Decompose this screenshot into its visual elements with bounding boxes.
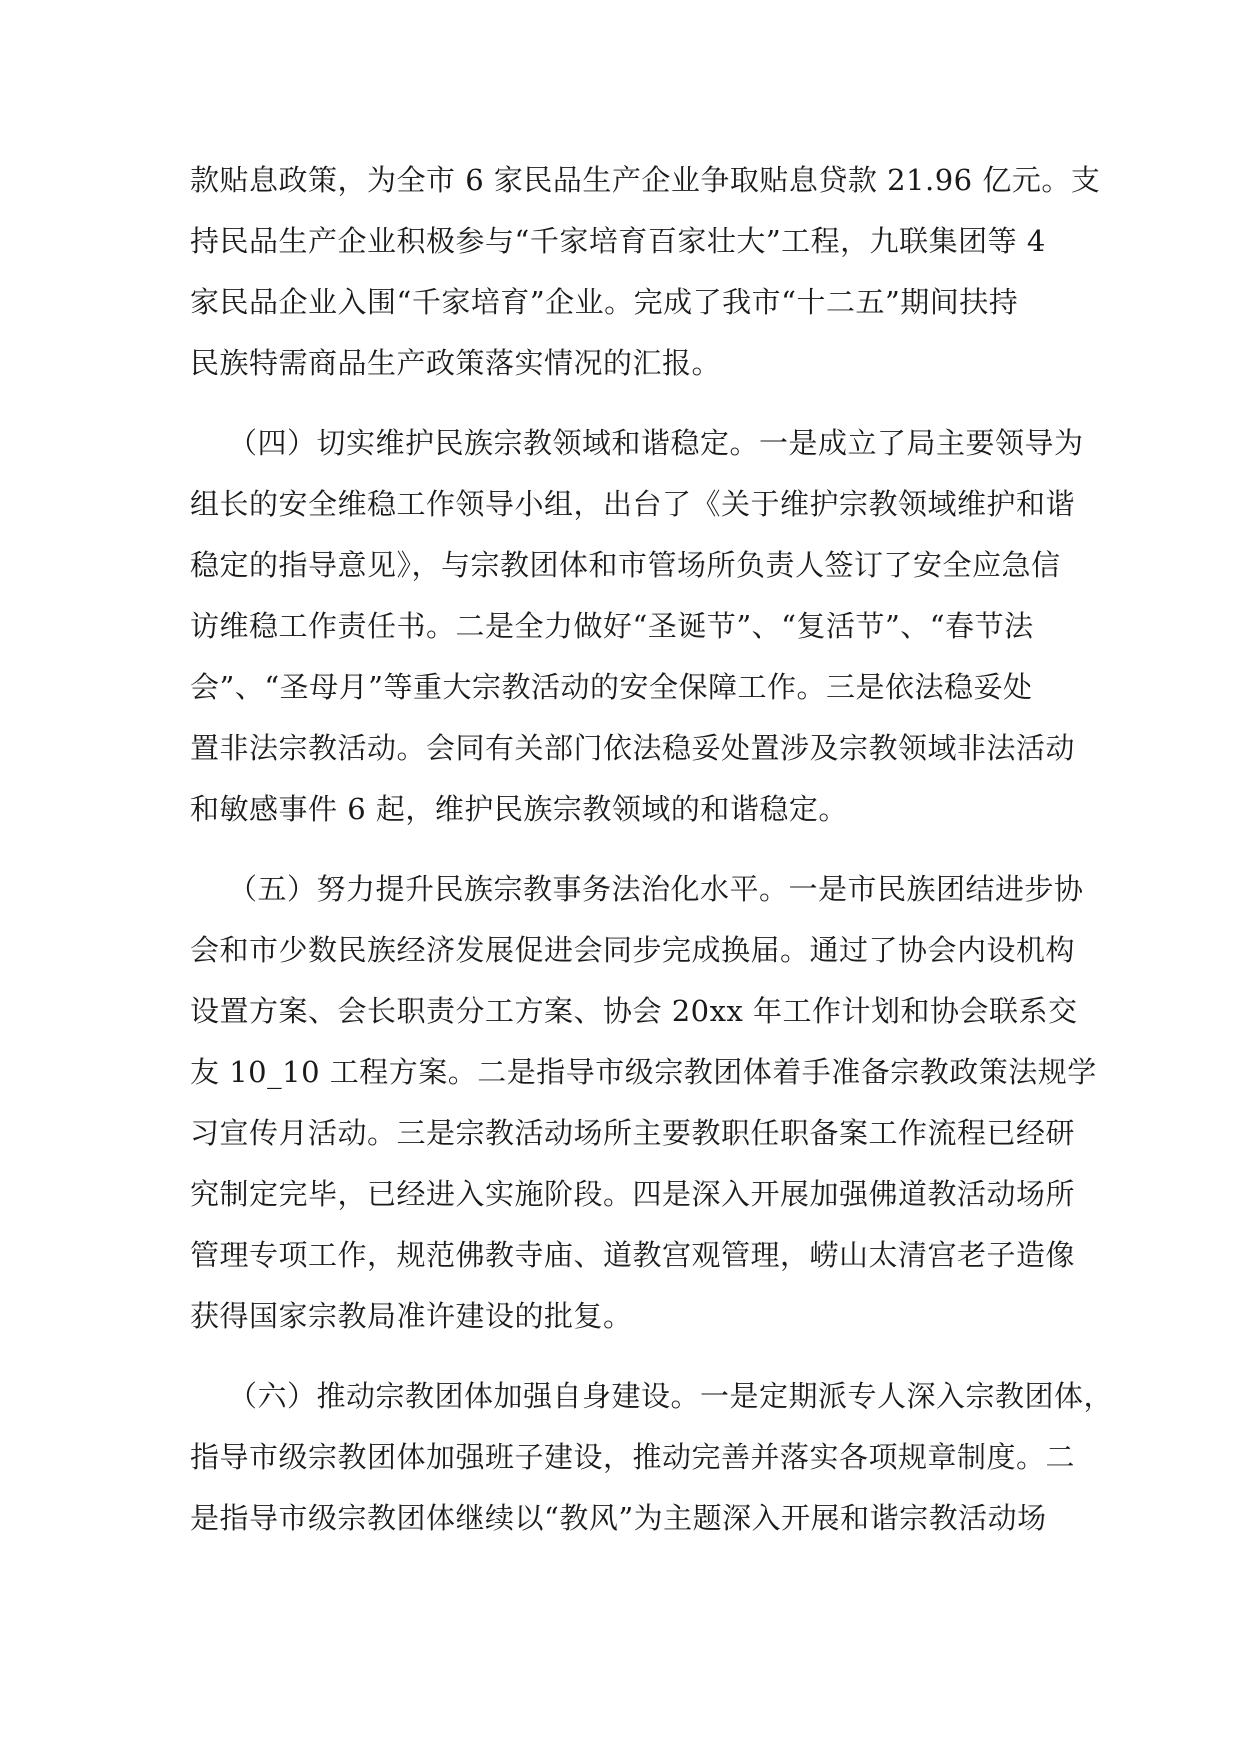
text-line: 指导市级宗教团体加强班子建设，推动完善并落实各项规章制度。二 (190, 1440, 1076, 1474)
paragraph-section-4 (190, 413, 1084, 840)
paragraph-1 (190, 150, 1101, 394)
text-line: 置非法宗教活动。会同有关部门依法稳妥处置涉及宗教领域非法活动 (190, 731, 1076, 765)
text-line: 友 10_10 工程方案。二是指导市级宗教团体着手准备宗教政策法规学 (190, 1055, 1097, 1089)
text-line: 款贴息政策，为全市 6 家民品生产企业争取贴息贷款 21.96 亿元。支 (190, 163, 1101, 197)
text-line: （五）努力提升民族宗教事务法治化水平。一是市民族团结进步协 (228, 872, 1084, 906)
text-line: 组长的安全维稳工作领导小组，出台了《关于维护宗教领域维护和谐 (190, 487, 1076, 521)
text-line: 获得国家宗教局准许建设的批复。 (190, 1299, 633, 1333)
paragraph-section-6 (190, 1366, 1114, 1549)
text-line: 访维稳工作责任书。二是全力做好“圣诞节”、“复活节”、“春节法 (190, 609, 1034, 643)
text-line: （六）推动宗教团体加强自身建设。一是定期派专人深入宗教团体， (228, 1379, 1114, 1413)
text-line: 稳定的指导意见》，与宗教团体和市管场所负责人签订了安全应急信 (190, 548, 1061, 582)
text-line: 民族特需商品生产政策落实情况的汇报。 (190, 346, 722, 380)
text-line: 和敏感事件 6 起，维护民族宗教领域的和谐稳定。 (190, 792, 848, 826)
text-line: 是指导市级宗教团体继续以“教风”为主题深入开展和谐宗教活动场 (190, 1501, 1047, 1535)
paragraph-section-5 (190, 859, 1097, 1347)
text-line: 习宣传月活动。三是宗教活动场所主要教职任职备案工作流程已经研 (190, 1116, 1076, 1150)
text-line: 会”、“圣母月”等重大宗教活动的安全保障工作。三是依法稳妥处 (190, 670, 1033, 704)
document-body (190, 150, 1114, 1568)
text-line: （四）切实维护民族宗教领域和谐稳定。一是成立了局主要领导为 (228, 426, 1084, 460)
text-line: 持民品生产企业积极参与“千家培育百家壮大”工程，九联集团等 4 (190, 224, 1046, 258)
text-line: 管理专项工作，规范佛教寺庙、道教宫观管理，崂山太清宫老子造像 (190, 1238, 1076, 1272)
text-line: 会和市少数民族经济发展促进会同步完成换届。通过了协会内设机构 (190, 933, 1076, 967)
text-line: 家民品企业入围“千家培育”企业。完成了我市“十二五”期间扶持 (190, 285, 1019, 319)
text-line: 究制定完毕，已经进入实施阶段。四是深入开展加强佛道教活动场所 (190, 1177, 1076, 1211)
text-line: 设置方案、会长职责分工方案、协会 20xx 年工作计划和协会联系交 (190, 994, 1078, 1028)
